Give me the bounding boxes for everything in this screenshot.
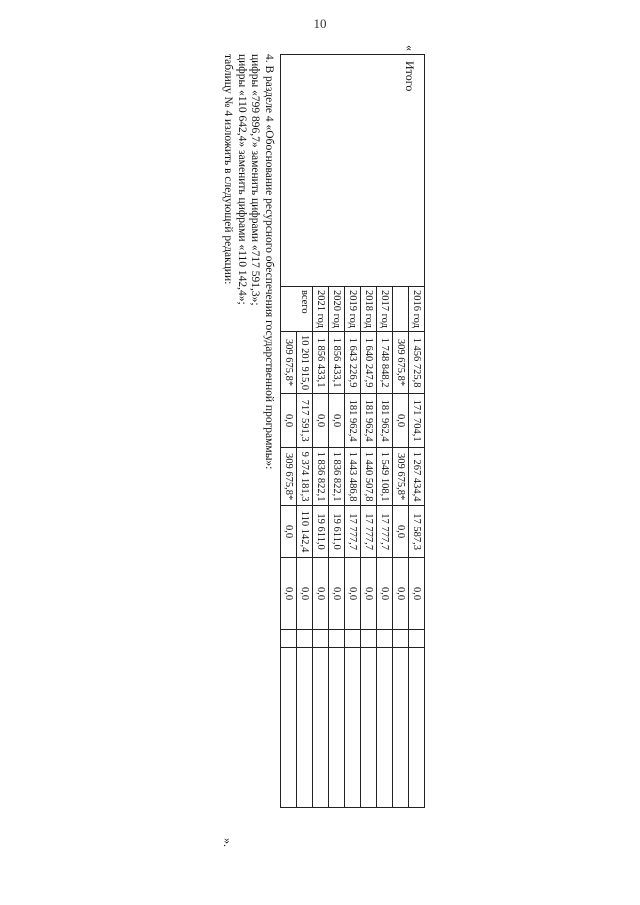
rotated-page-content <box>215 45 425 847</box>
resource-table <box>280 54 425 808</box>
table-cell: 0,0 <box>393 506 409 558</box>
table-cell: 309 675,8* <box>393 331 409 393</box>
table-cell: 1 856 433,1 <box>329 331 345 393</box>
table-cell: 1 456 725,8 <box>409 331 425 393</box>
table-cell: 19 611,0 <box>313 506 329 558</box>
empty-cell <box>313 630 329 648</box>
table-cell: 0,0 <box>281 394 297 448</box>
table-cell: 171 704,1 <box>409 394 425 448</box>
table-cell: 0,0 <box>409 558 425 630</box>
table-cell: 9 374 181,3 <box>297 448 313 506</box>
table-cell: 0,0 <box>361 558 377 630</box>
table-cell: 1 748 848,2 <box>377 331 393 393</box>
empty-cell <box>297 630 313 648</box>
empty-cell <box>281 630 297 648</box>
empty-cell <box>377 630 393 648</box>
table-cell: 181 962,4 <box>377 394 393 448</box>
closing-quote: ». <box>221 838 235 847</box>
table-cell: 10 201 915,0 <box>297 331 313 393</box>
table-cell: 0,0 <box>281 506 297 558</box>
table-cell: 1 549 108,1 <box>377 448 393 506</box>
year-cell: 2018 год <box>361 287 377 332</box>
table-cell: 0,0 <box>329 558 345 630</box>
table-cell: 1 643 226,9 <box>345 331 361 393</box>
empty-cell <box>409 648 425 808</box>
note-line: цифры «110 642,4» заменить цифрами «110 142,4»; <box>236 54 248 305</box>
empty-cell <box>393 648 409 808</box>
empty-cell <box>297 648 313 808</box>
table-cell: 19 611,0 <box>329 506 345 558</box>
total-label: Итого <box>281 55 425 287</box>
note-line: 4. В разделе 4 «Обоснование ресурсного обеспечения государственной программы»: <box>263 54 275 470</box>
empty-cell <box>377 648 393 808</box>
table-cell: 0,0 <box>297 558 313 630</box>
table-cell: 0,0 <box>329 394 345 448</box>
total-year-cell: всего <box>281 287 313 332</box>
table-cell: 0,0 <box>393 394 409 448</box>
empty-cell <box>345 648 361 808</box>
table-cell: 0,0 <box>313 558 329 630</box>
table-cell: 1 440 507,8 <box>361 448 377 506</box>
table-cell: 181 962,4 <box>345 394 361 448</box>
empty-cell <box>313 648 329 808</box>
table-cell: 17 587,3 <box>409 506 425 558</box>
table-cell: 309 675,8* <box>281 331 297 393</box>
note-line: цифры «799 896,7» заменить цифрами «717 591,3»; <box>249 54 262 306</box>
amendment-text <box>221 54 275 814</box>
table-cell: 17 777,7 <box>345 506 361 558</box>
table-cell: 17 777,7 <box>361 506 377 558</box>
table-cell: 1 443 486,8 <box>345 448 361 506</box>
empty-cell <box>361 630 377 648</box>
table-cell: 0,0 <box>393 558 409 630</box>
year-cell <box>393 287 409 332</box>
table-cell: 17 777,7 <box>377 506 393 558</box>
table-cell: 309 675,8* <box>393 448 409 506</box>
year-cell: 2016 год <box>409 287 425 332</box>
table-cell: 717 591,3 <box>297 394 313 448</box>
empty-cell <box>329 648 345 808</box>
table-cell: 1 836 822,1 <box>329 448 345 506</box>
table-cell: 0,0 <box>281 558 297 630</box>
empty-cell <box>393 630 409 648</box>
table-cell: 1 267 434,4 <box>409 448 425 506</box>
table-cell: 181 962,4 <box>361 394 377 448</box>
empty-cell <box>345 630 361 648</box>
year-cell: 2019 год <box>345 287 361 332</box>
table-row <box>409 55 425 808</box>
empty-cell <box>361 648 377 808</box>
year-cell: 2020 год <box>329 287 345 332</box>
year-cell: 2021 год <box>313 287 329 332</box>
table-cell: 110 142,4 <box>297 506 313 558</box>
empty-cell <box>409 630 425 648</box>
table-cell: 0,0 <box>313 394 329 448</box>
page-number: 10 <box>313 16 327 31</box>
table-cell: 1 856 433,1 <box>313 331 329 393</box>
empty-cell <box>329 630 345 648</box>
note-line: таблицу № 4 изложить в следующей редакции: <box>222 54 235 285</box>
table-cell: 0,0 <box>345 558 361 630</box>
table-cell: 0,0 <box>377 558 393 630</box>
table-cell: 309 675,8* <box>281 448 297 506</box>
empty-cell <box>281 648 297 808</box>
year-cell: 2017 год <box>377 287 393 332</box>
table-cell: 1 640 247,9 <box>361 331 377 393</box>
opening-quote: « <box>403 45 417 51</box>
table-cell: 1 836 822,1 <box>313 448 329 506</box>
